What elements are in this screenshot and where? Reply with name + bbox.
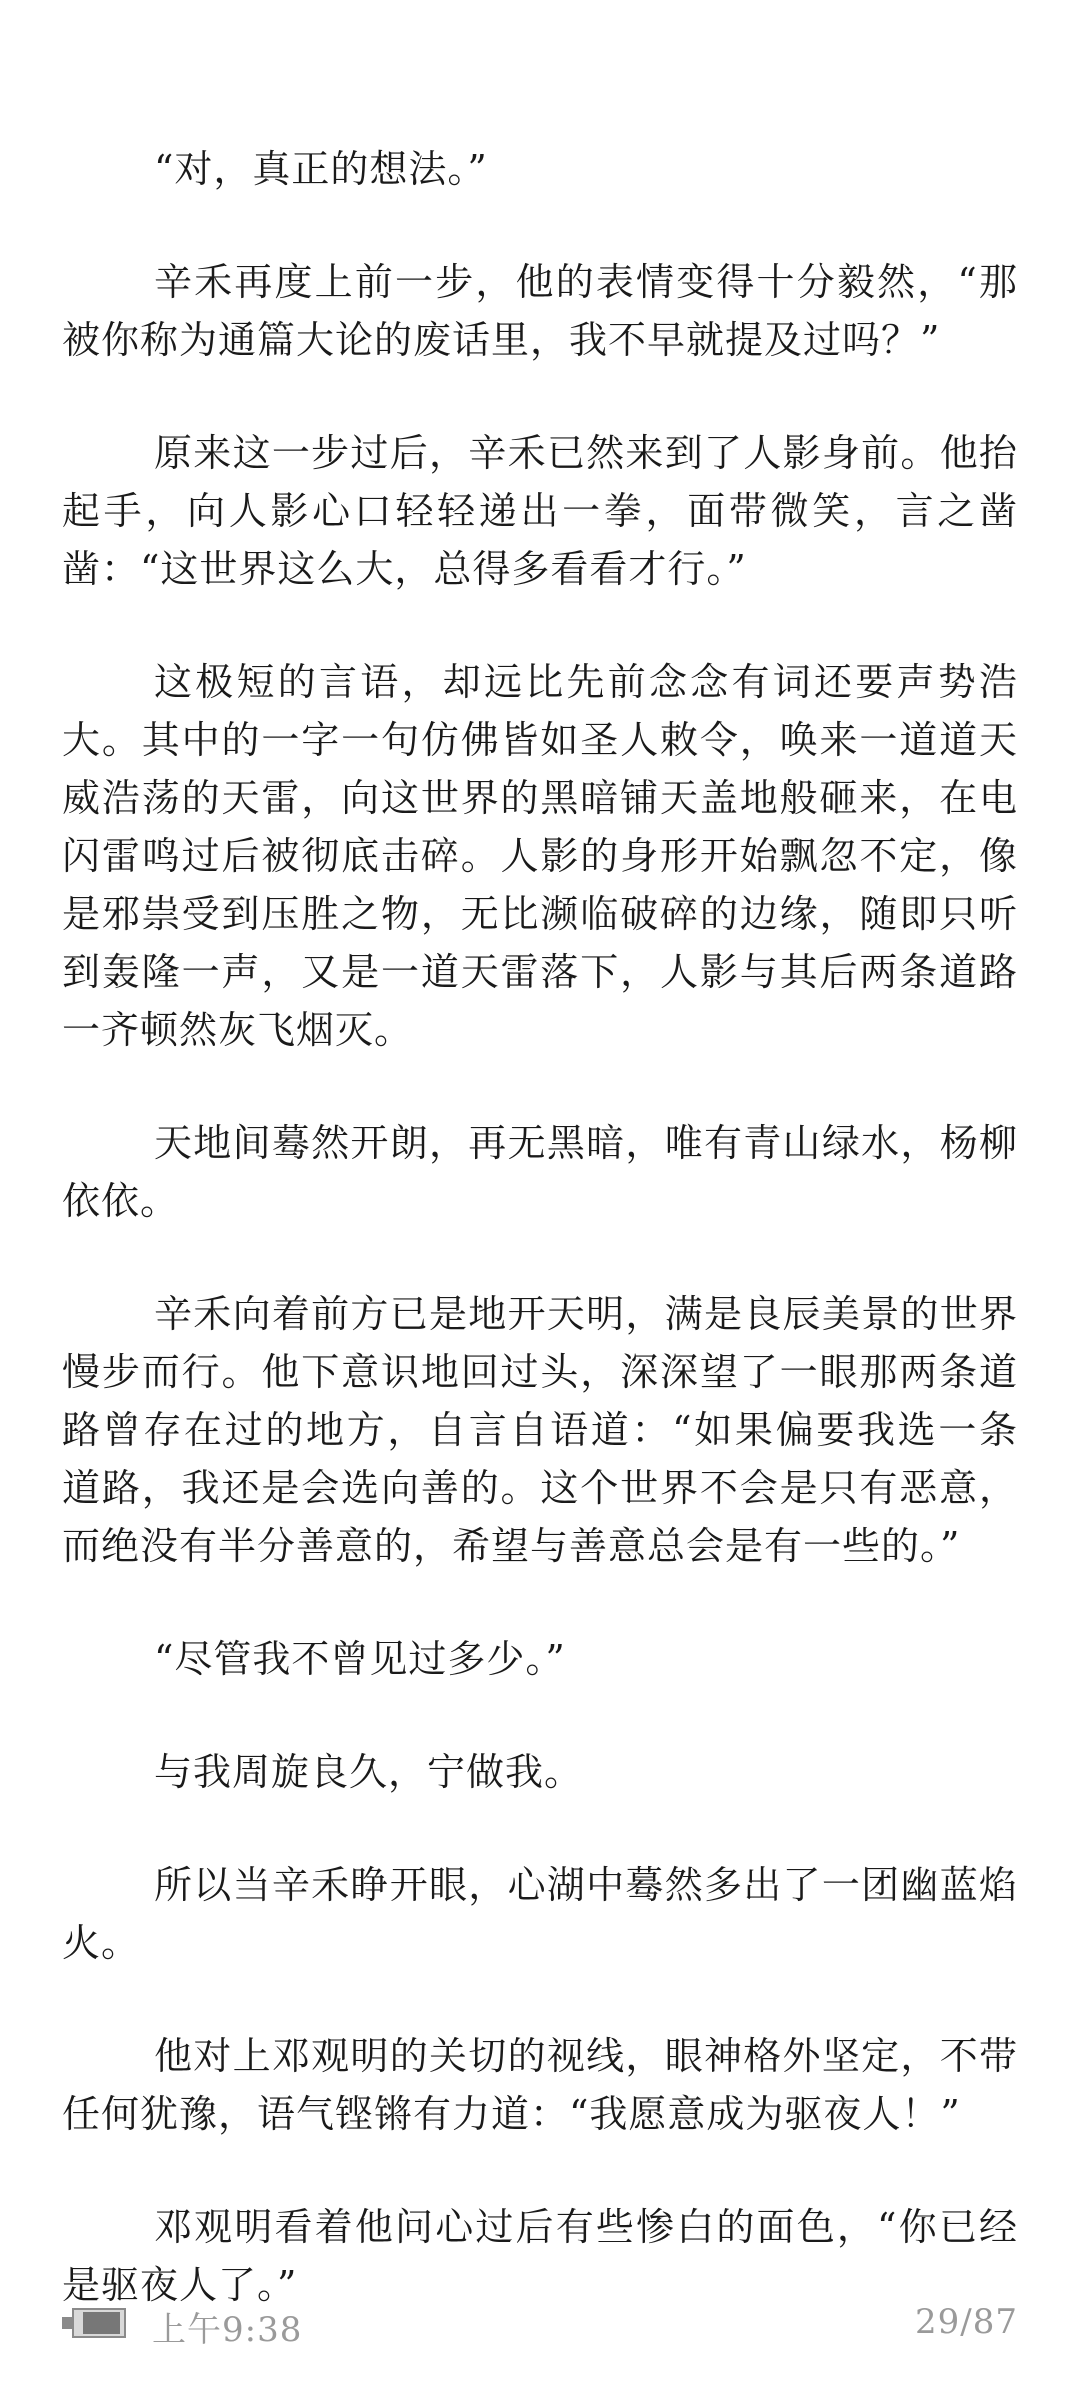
- page-indicator[interactable]: 29/87: [915, 2302, 1018, 2342]
- paragraph-9: 所以当辛禾睁开眼，心湖中蓦然多出了一团幽蓝焰火。: [62, 1863, 1018, 1965]
- paragraph-6: 辛禾向着前方已是地开天明，满是良辰美景的世界慢步而行。他下意识地回过头，深深望了一眼那两条道路曾存在过的地方，自言自语道：“如果偏要我选一条道路，我还是会选向善的。这个世界不会是只有恶意，而绝没有半分善意的，希望与善意总会是有一些的。”: [62, 1292, 1018, 1568]
- battery-icon: [62, 2308, 126, 2338]
- paragraph-5: 天地间蓦然开朗，再无黑暗，唯有青山绿水，杨柳依依。: [62, 1121, 1018, 1223]
- battery-level-fill: [83, 2312, 120, 2334]
- paragraph-10: 他对上邓观明的关切的视线，眼神格外坚定，不带任何犹豫，语气铿锵有力道：“我愿意成为驱夜人！”: [62, 2034, 1018, 2136]
- reader-status-bar: [0, 2268, 1080, 2400]
- clock-time: 上午9:38: [152, 2310, 303, 2350]
- battery-terminal: [62, 2317, 72, 2329]
- paragraph-2: 辛禾再度上前一步，他的表情变得十分毅然，“那被你称为通篇大论的废话里，我不早就提及过吗？”: [62, 260, 1018, 362]
- paragraph-1: “对，真正的想法。”: [154, 147, 488, 191]
- paragraph-7: “尽管我不曾见过多少。”: [154, 1637, 566, 1681]
- paragraph-3: 原来这一步过后，辛禾已然来到了人影身前。他抬起手，向人影心口轻轻递出一拳，面带微笑，言之凿凿：“这世界这么大，总得多看看才行。”: [62, 431, 1018, 591]
- paragraph-11: 邓观明看着他问心过后有些惨白的面色，“你已经是驱夜人了。”: [62, 2205, 1018, 2307]
- reading-content[interactable]: [62, 140, 1018, 2369]
- paragraph-8: 与我周旋良久，宁做我。: [154, 1750, 584, 1794]
- paragraph-4: 这极短的言语，却远比先前念念有词还要声势浩大。其中的一字一句仿佛皆如圣人敕令，唤来一道道天威浩荡的天雷，向这世界的黑暗铺天盖地般砸来，在电闪雷鸣过后被彻底击碎。人影的身形开始飘忽不定，像是邪祟受到压胜之物，无比濒临破碎的边缘，随即只听到轰隆一声，又是一道天雷落下，人影与其后两条道路一齐顿然灰飞烟灭。: [62, 660, 1018, 1052]
